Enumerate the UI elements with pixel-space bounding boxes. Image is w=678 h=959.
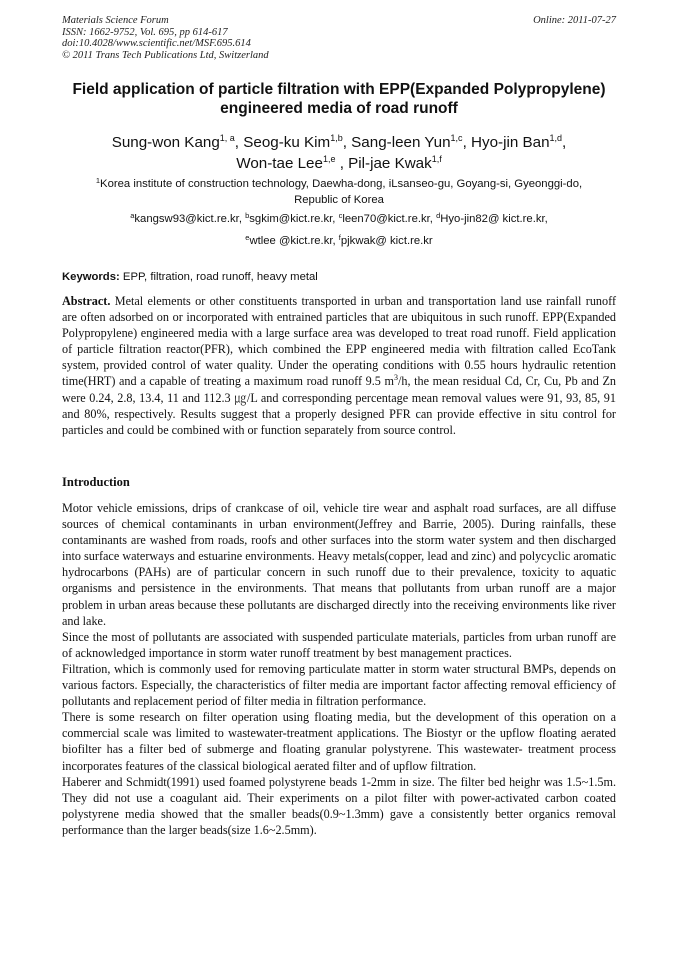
email-line-2: $^e$wtlee @kict.re.kr, $^f$pjkwak@ kict.re.kr <box>245 233 433 247</box>
intro-paragraph: Haberer and Schmidt(1991) used foamed polystyrene beads 1-2mm in size. The filter bed heighr was 1.5~1.5m. They did not use a coagulant aid. Their experiments on a pilot filter with power-activated carbon coated polystyrene media showed that the smaller beads(0.9~1.3mm) gave a consistently better organics removal performance than the larger beads(size 1.6~2.5mm). <box>62 774 616 837</box>
author-sup: 1,e <box>322 154 336 164</box>
author-line-1: Sung-won Kang$^{1, a}$, Seog-ku Kim$^{1,b}$, Sang-leen Yun$^{1,c}$, Hyo-jin Ban$^{1,d}$, <box>111 133 567 151</box>
intro-paragraph: There is some research on filter operation using floating media, but the development of this operation on a commercial scale was limited to wastewater-treatment applications. The Biostyr or the upflow floating aerated biofilter has a filter bed of submerge and floating granular polystyrene. This wastewater- treatment process incorporates features of the classical biological aerated filter and of upflow filtration. <box>62 710 616 773</box>
journal-header <box>62 15 269 61</box>
author-sup: 1,f <box>431 154 442 164</box>
author-name: Sang-leen Yun <box>351 134 451 151</box>
author-name: Sung-won Kang <box>111 134 220 151</box>
intro-paragraph: Filtration, which is commonly used for removing particulate matter in storm water structural BMPs, depends on various factors. Especially, the characteristics of filter media are important factor affecting removal efficiency of pollutants and replacement period of filter media in filtration performance. <box>62 661 616 709</box>
paper-title <box>50 80 628 118</box>
email-line-1: $^a$kangsw93@kict.re.kr, $^b$sgkim@kict.re.kr, $^c$leen70@kict.re.kr, $^d$Hyo-jin82@ kict.re.kr, <box>130 211 548 225</box>
author-list <box>50 132 628 174</box>
author-name: Hyo-jin Ban <box>471 134 550 151</box>
keywords-label: Keywords: <box>62 271 120 283</box>
affiliation-sup: 1 <box>95 176 101 185</box>
email-link[interactable]: leen70@kict.re.kr <box>342 213 430 225</box>
intro-paragraph: Since the most of pollutants are associated with suspended particulate materials, particles from urban runoff are of acknowledged importance in storm water runoff treatment by best management practices. <box>62 629 616 660</box>
introduction-body <box>62 500 616 838</box>
online-date: Online: 2011-07-27 <box>533 15 616 26</box>
abstract-text-2: /h, the mean residual Cd, Cr, Cu, Pb and Zn were 0.24, 2.8, 13.4, 11 and 112.3 ㎍/L and corresponding percentage mean removal values were 91, 93, 85, 91 and 80%, respectively. Results suggest that a properly designed PFR can provide effective in situ control for particles and could be combined with or function separately from source control. <box>62 374 617 437</box>
author-sup: 1,c <box>450 133 463 143</box>
author-sup: 1,d <box>549 133 563 143</box>
email-link[interactable]: Hyo-jin82@ kict.re.kr <box>440 213 545 225</box>
title-line-1: Field application of particle filtration with EPP(Expanded Polypropylene) <box>72 81 606 98</box>
copyright-line: © 2011 Trans Tech Publications Ltd, Switzerland <box>62 49 269 61</box>
title-line-2: engineered media of road runoff <box>220 100 458 117</box>
introduction-heading: Introduction <box>62 475 130 489</box>
abstract-sup: 3 <box>393 373 398 383</box>
intro-paragraph: Motor vehicle emissions, drips of crankcase of oil, vehicle tire wear and asphalt road surfaces, are all diffuse sources of chemical contaminants in urban environment(Jeffrey and Barrie, 2005). During rainfalls, these contaminants are washed from roads, roofs and other surfaces into the storm water system and then discharged into surface waterways and estuarine environments. Heavy metals(copper, lead and zinc) and polycyclic aromatic hydrocarbons (PAHs) are of particular concern in such runoff due to their prevalence, toxicity to aquatic organisms and persistence in the environments. That means that pollutants from urban runoff are a major problem in urban areas because these pollutants are discharged directly into the receiving environments like river and lake. <box>62 501 616 628</box>
author-sup: 1,b <box>330 133 343 143</box>
author-name: Won-tae Lee <box>236 155 323 172</box>
author-name: Seog-ku Kim <box>243 134 331 151</box>
email-link[interactable]: kangsw93@kict.re.kr <box>134 213 239 225</box>
email-link[interactable]: pjkwak@ kict.re.kr <box>340 235 433 247</box>
abstract-text-1: Metal elements or other constituents transported in urban and transportation land use rainfall runoff are often adsorbed on or incorporated with entrained particles that are ubiquitous in such runoff. EPP(Expanded Polypropylene) engineered media with a large surface area was developed to treat road runoff. Field application of particle filtration reactor(PFR), which combined the EPP engineered media with filtration called EcoTank system, provided control of water quality. Under the operating conditions with 0.55 hours hydraulic retention time(HRT) and a capable of treating a maximum road runoff 9.5 m <box>62 294 616 389</box>
issn-line: ISSN: 1662-9752, Vol. 695, pp 614-617 <box>62 26 228 38</box>
journal-name: Materials Science Forum <box>62 15 169 26</box>
email-link[interactable]: wtlee @kict.re.kr <box>249 235 333 247</box>
affiliation-line-2: Republic of Korea <box>294 193 384 206</box>
author-sup: 1, a <box>219 133 235 143</box>
author-name: Pil-jae Kwak <box>348 155 432 172</box>
abstract-label: Abstract. <box>62 294 111 308</box>
affiliation <box>50 177 628 208</box>
doi-line: doi:10.4028/www.scientific.net/MSF.695.614 <box>62 38 251 49</box>
abstract <box>62 293 616 438</box>
affiliation-line-1: Korea institute of construction technology, Daewha-dong, iLsanseo-gu, Goyang-si, Gyeonggi-do, <box>100 178 583 190</box>
keywords-text: EPP, filtration, road runoff, heavy metal <box>122 271 318 283</box>
email-link[interactable]: sgkim@kict.re.kr <box>249 213 333 225</box>
author-line-2: Won-tae Lee$^{1,e}$ , Pil-jae Kwak$^{1,f}$ <box>236 154 442 172</box>
keywords <box>62 270 616 285</box>
